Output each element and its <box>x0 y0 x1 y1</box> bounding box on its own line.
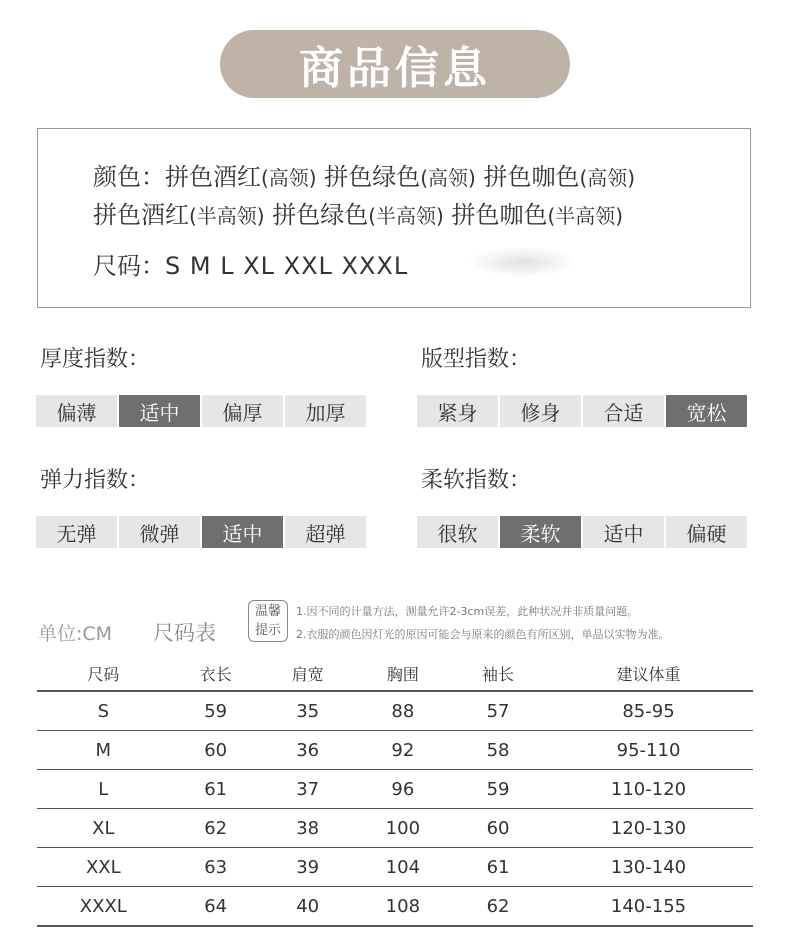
tip-text-2: 2.衣服的颜色因灯光的原因可能会与原来的颜色有所区别，单品以实物为准。 <box>296 628 670 641</box>
column-header: 建议体重 <box>544 656 753 691</box>
size-label: 尺码： <box>93 252 165 280</box>
table-row <box>37 770 753 809</box>
elasticity-option: 无弹 <box>36 516 117 548</box>
table-cell: S <box>37 691 170 731</box>
color-option: 拼色咖色 <box>483 163 580 191</box>
color-note: (高领) <box>261 166 317 190</box>
table-cell: 39 <box>262 848 354 887</box>
table-row <box>37 887 753 927</box>
blurred-watermark <box>468 247 578 277</box>
elasticity-option: 微弹 <box>119 516 200 548</box>
size-chart-title: 尺码表 <box>153 621 216 645</box>
size-table <box>37 656 753 927</box>
softness-option-selected: 柔软 <box>500 516 581 548</box>
size-line <box>93 246 408 281</box>
color-note: (高领) <box>579 166 636 190</box>
table-cell: 130-140 <box>544 848 753 887</box>
table-row <box>37 731 753 770</box>
table-cell: 85-95 <box>544 691 753 731</box>
section-banner <box>220 30 570 98</box>
table-cell: 104 <box>354 848 452 887</box>
table-header-row <box>37 656 753 691</box>
column-header: 袖长 <box>452 656 544 691</box>
fit-option: 修身 <box>500 395 581 427</box>
column-header: 胸围 <box>354 656 452 691</box>
thickness-option: 偏薄 <box>36 395 117 427</box>
product-info-box <box>37 128 751 308</box>
unit-label: 单位:CM <box>38 623 113 645</box>
fit-index-title: 版型指数： <box>421 347 532 372</box>
table-cell: 61 <box>170 770 262 809</box>
thickness-index-title: 厚度指数： <box>40 347 151 372</box>
table-cell: 110-120 <box>544 770 753 809</box>
color-option: 拼色酒红 <box>165 163 261 191</box>
softness-option: 适中 <box>583 516 664 548</box>
table-cell: 140-155 <box>544 887 753 927</box>
size-list: S M L XL XXL XXXL <box>165 252 409 280</box>
table-cell: L <box>37 770 170 809</box>
color-note: (半高领) <box>189 204 265 228</box>
table-cell: 59 <box>452 770 544 809</box>
table-cell: 108 <box>354 887 452 927</box>
color-note: (半高领) <box>547 204 624 228</box>
table-cell: 60 <box>170 731 262 770</box>
table-cell: 95-110 <box>544 731 753 770</box>
column-header: 衣长 <box>170 656 262 691</box>
color-note: (半高领) <box>368 204 444 228</box>
table-cell: 61 <box>452 848 544 887</box>
elasticity-index-title: 弹力指数： <box>40 468 151 493</box>
color-line-1 <box>93 157 635 192</box>
table-row <box>37 848 753 887</box>
table-cell: 35 <box>262 691 354 731</box>
color-note: (高领) <box>420 166 476 190</box>
table-cell: XXL <box>37 848 170 887</box>
thickness-option-selected: 适中 <box>119 395 200 427</box>
table-cell: 64 <box>170 887 262 927</box>
color-option: 拼色绿色 <box>324 163 421 191</box>
tip-badge-line: 提示 <box>254 623 281 638</box>
color-line-2 <box>93 195 623 230</box>
table-cell: 40 <box>262 887 354 927</box>
banner-title: 商品信息 <box>299 43 491 94</box>
table-row <box>37 691 753 731</box>
color-option: 拼色绿色 <box>272 201 369 229</box>
softness-index-title: 柔软指数： <box>421 468 532 493</box>
column-header: 尺码 <box>37 656 170 691</box>
thickness-option: 加厚 <box>285 395 366 427</box>
softness-scale <box>417 516 747 548</box>
table-cell: XL <box>37 809 170 848</box>
table-cell: 59 <box>170 691 262 731</box>
table-cell: M <box>37 731 170 770</box>
fit-scale <box>417 395 747 427</box>
table-cell: 120-130 <box>544 809 753 848</box>
fit-option: 紧身 <box>417 395 498 427</box>
tip-badge-line: 温馨 <box>254 604 281 619</box>
table-cell: 62 <box>452 887 544 927</box>
table-cell: 60 <box>452 809 544 848</box>
color-label: 颜色： <box>93 163 165 191</box>
fit-option-selected: 宽松 <box>666 395 747 427</box>
elasticity-scale <box>36 516 366 548</box>
softness-option: 偏硬 <box>666 516 747 548</box>
color-option: 拼色酒红 <box>93 201 189 229</box>
table-cell: 96 <box>354 770 452 809</box>
elasticity-option-selected: 适中 <box>202 516 283 548</box>
table-cell: 100 <box>354 809 452 848</box>
table-cell: 58 <box>452 731 544 770</box>
tip-text-1: 1.因不同的计量方法，测量允许2-3cm误差，此种状况并非质量问题。 <box>296 605 639 618</box>
thickness-option: 偏厚 <box>202 395 283 427</box>
table-cell: 62 <box>170 809 262 848</box>
softness-option: 很软 <box>417 516 498 548</box>
table-cell: 92 <box>354 731 452 770</box>
tip-badge <box>248 600 288 642</box>
table-cell: 57 <box>452 691 544 731</box>
thickness-scale <box>36 395 366 427</box>
table-cell: XXXL <box>37 887 170 927</box>
column-header: 肩宽 <box>262 656 354 691</box>
table-cell: 88 <box>354 691 452 731</box>
table-row <box>37 809 753 848</box>
color-option: 拼色咖色 <box>451 201 548 229</box>
fit-option: 合适 <box>583 395 664 427</box>
table-cell: 36 <box>262 731 354 770</box>
table-cell: 37 <box>262 770 354 809</box>
elasticity-option: 超弹 <box>285 516 366 548</box>
table-cell: 38 <box>262 809 354 848</box>
table-cell: 63 <box>170 848 262 887</box>
